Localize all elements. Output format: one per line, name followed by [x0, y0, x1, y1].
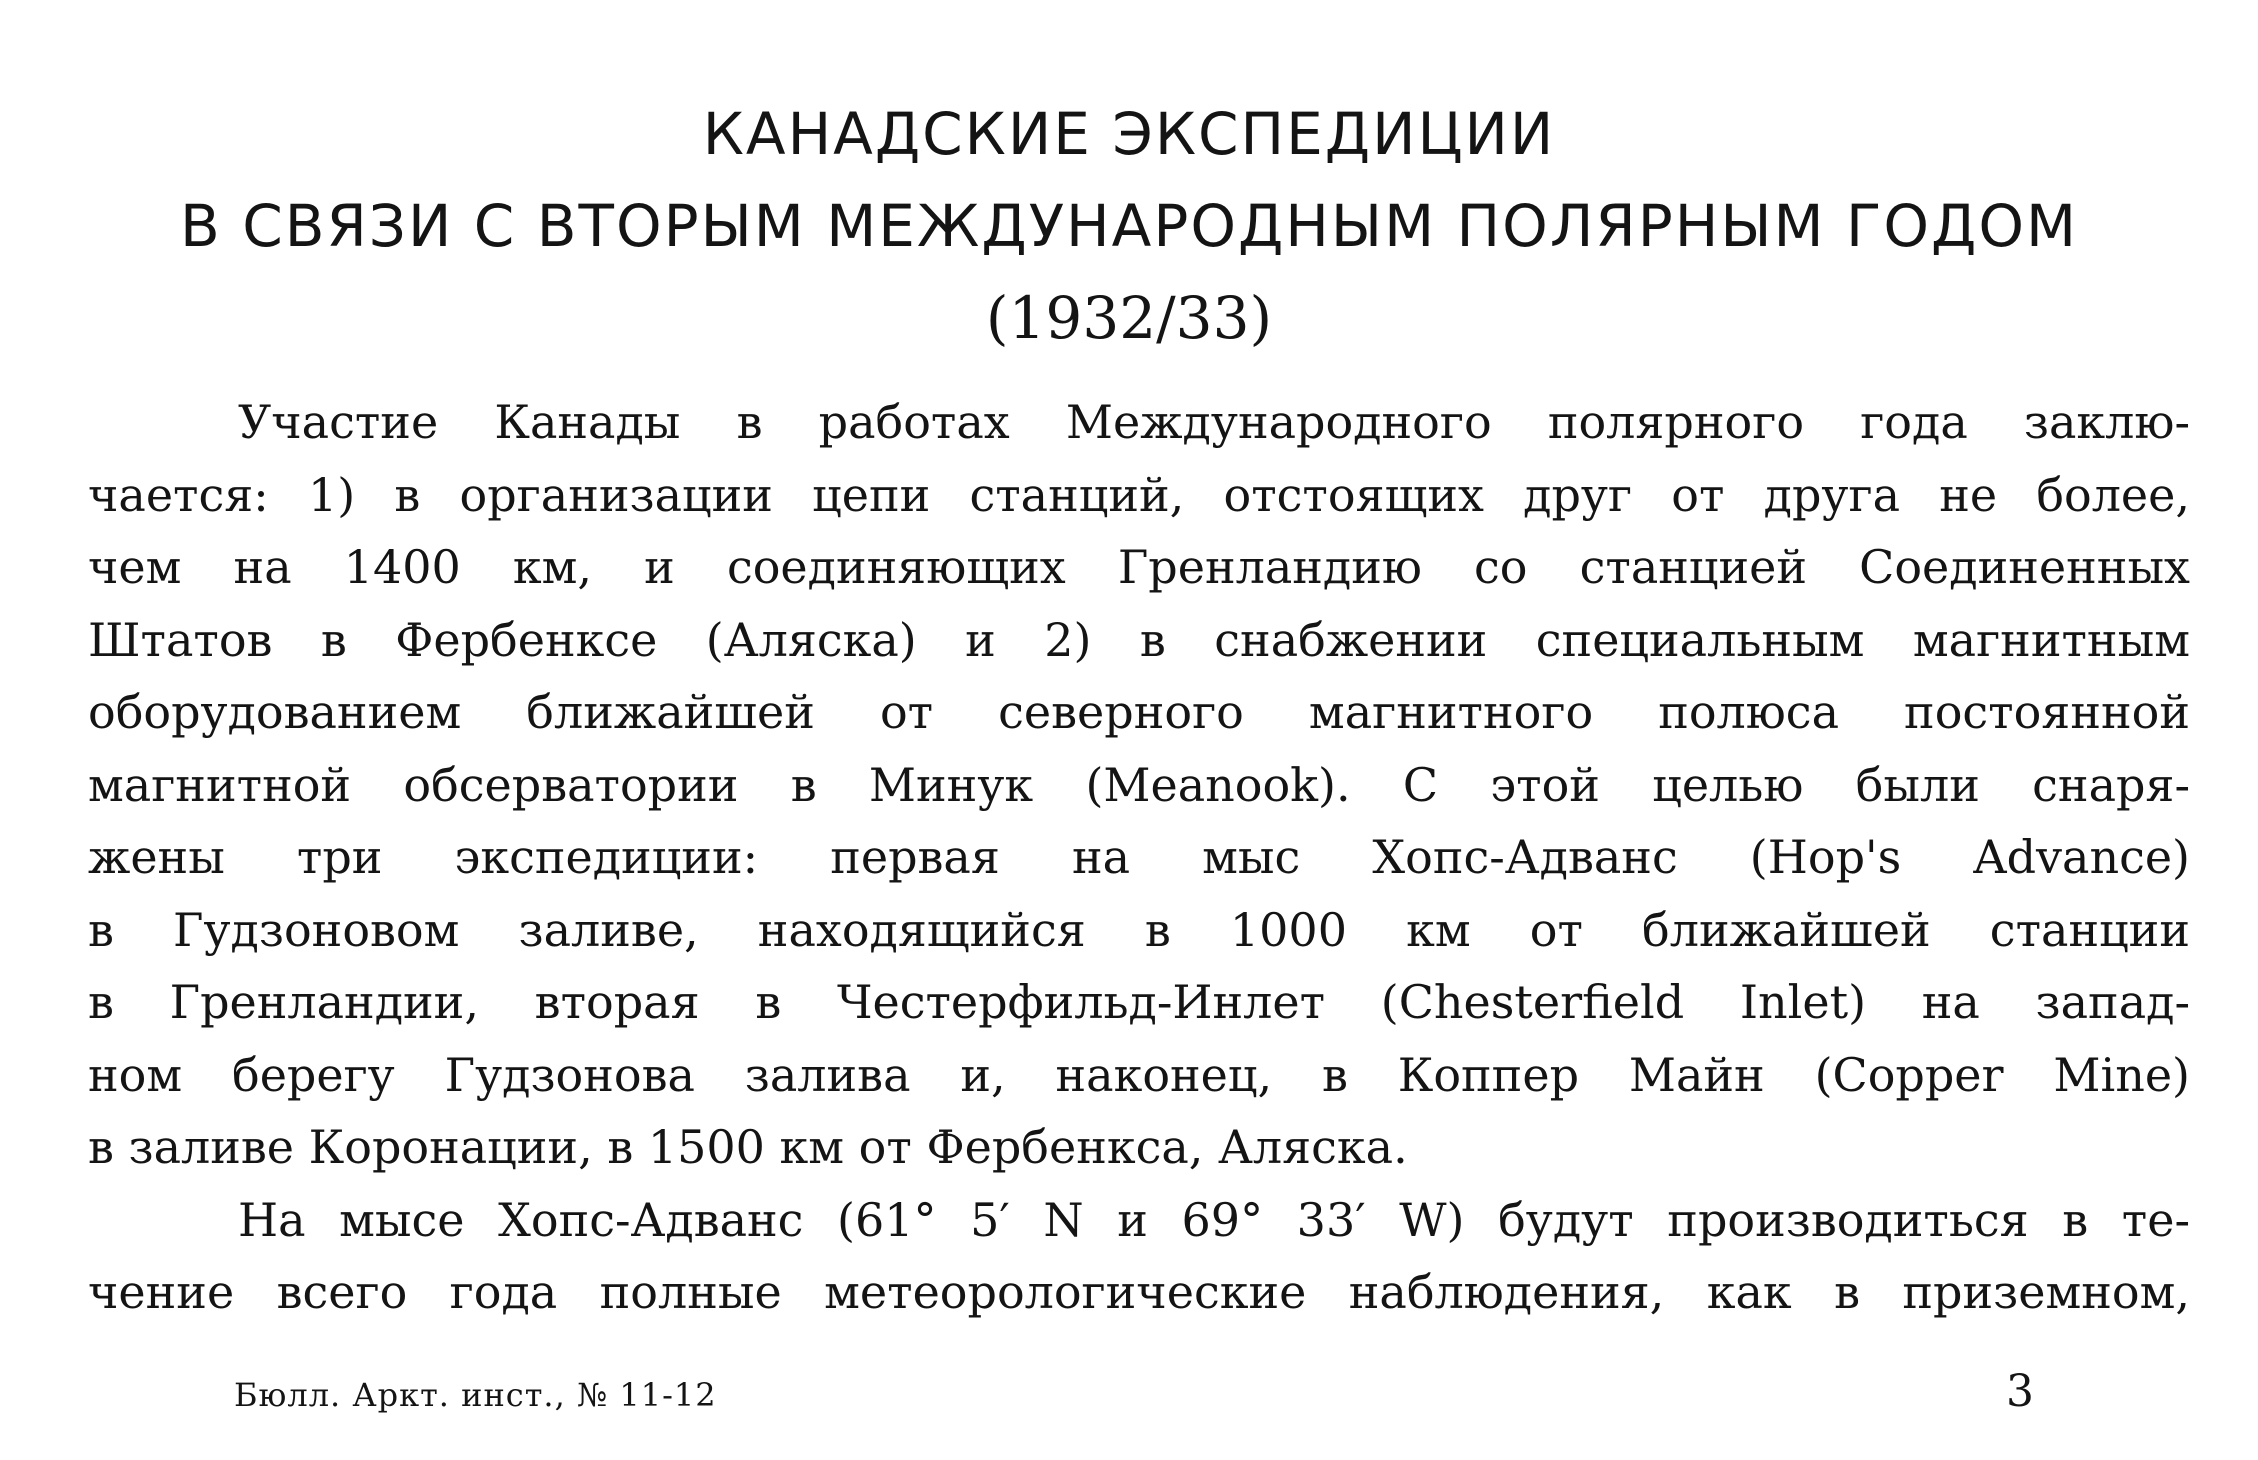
article-body [88, 386, 2190, 1329]
page-footer [234, 1366, 2034, 1420]
paragraph-1-line-3: чем на 1400 км, и соединяющих Гренландию со станцией Соединенных [88, 540, 2190, 594]
article-title [0, 88, 2258, 364]
title-line-2: В СВЯЗИ С ВТОРЫМ МЕЖДУНАРОДНЫМ ПОЛЯРНЫМ ГОДОМ [179, 192, 2079, 260]
paragraph-1-line-8: в Гудзоновом заливе, находящийся в 1000 км от ближайшей станции [88, 902, 2190, 957]
paragraph-1-line-10: ном берегу Гудзонова залива и, наконец, в Коппер Майн (Copper Mine) [88, 1047, 2190, 1102]
paragraph-1-line-9: в Гренландии, вторая в Честерфильд-Инлет (Chesterfield Inlet) на запад- [88, 975, 2190, 1029]
paragraph-1-line-11: в заливе Коронации, в 1500 км от Фербенкса, Аляска. [88, 1120, 1408, 1174]
paragraph-1-line-7: жены три экспедиции: первая на мыс Хопс-Адванс (Hop's Advance) [88, 830, 2190, 884]
paragraph-1-line-6: магнитной обсерватории в Минук (Meanook). С этой целью были снаря- [88, 757, 2190, 812]
paragraph-2-line-1: На мысе Хопс-Адванс (61° 5′ N и 69° 33′ W) будут производиться в те- [238, 1192, 2190, 1247]
paragraph-1-line-5: оборудованием ближайшей от северного магнитного полюса постоянной [88, 685, 2190, 739]
footer-source: Бюлл. Аркт. инст., № 11-12 [234, 1376, 717, 1414]
title-year: (1932/33) [985, 284, 1273, 352]
paragraph-1-line-2: чается: 1) в организации цепи станций, отстоящих друг от друга не более, [88, 467, 2190, 522]
paragraph-2-line-2: чение всего года полные метеорологические наблюдения, как в приземном, [88, 1265, 2190, 1319]
page-number: 3 [2006, 1366, 2034, 1417]
title-line-1: КАНАДСКИЕ ЭКСПЕДИЦИИ [702, 100, 1556, 168]
paragraph-1-line-1: Участие Канады в работах Международного полярного года заклю- [238, 395, 2190, 449]
paragraph-1-line-4: Штатов в Фербенксе (Аляска) и 2) в снабжении специальным магнитным [88, 612, 2190, 667]
